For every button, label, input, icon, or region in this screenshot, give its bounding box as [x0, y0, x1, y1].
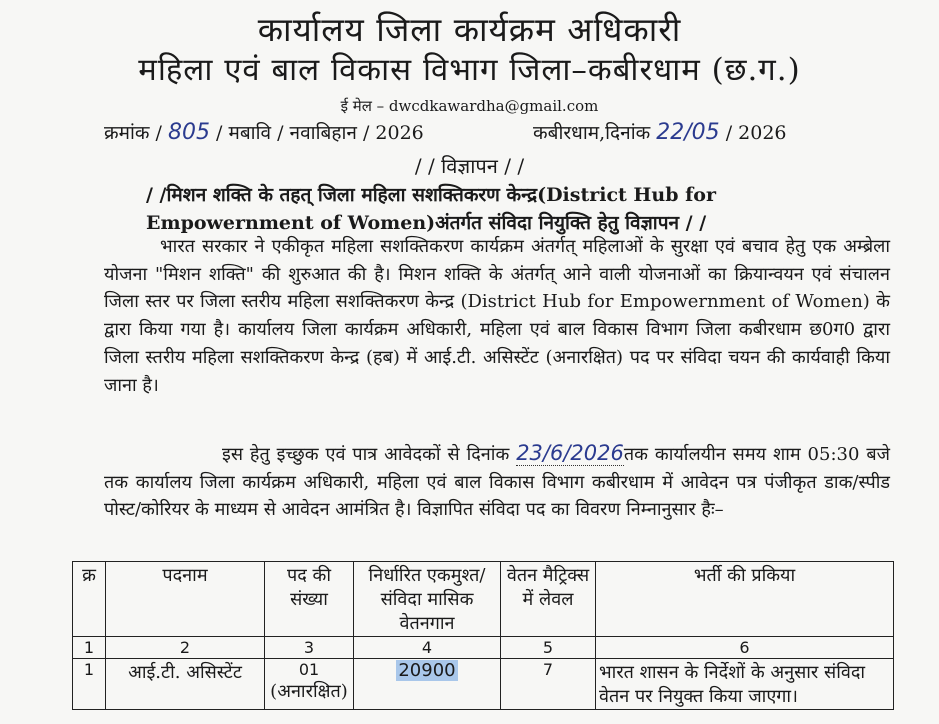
col-count-header: पद की संख्या: [265, 562, 354, 637]
email-line: ई मेल – dwcdkawardha@gmail.com: [340, 97, 599, 115]
reference-number: [104, 119, 424, 145]
issue-date: 22/05: [656, 120, 720, 145]
index-cell: 2: [106, 637, 265, 659]
department-title: महिला एवं बाल विकास विभाग जिला–कबीरधाम (छ.ग.): [138, 52, 801, 88]
post-cell: आई.टी. असिस्टेंट: [106, 659, 265, 710]
col-process-header: भर्ती की प्रकिया: [596, 562, 894, 637]
ref-suffix: / मबावि / नवाबिहान / 2026: [216, 122, 424, 144]
col-salary-header: निर्धारित एकमुश्त/संविदा मासिक वेतनगान: [354, 562, 501, 637]
office-title: कार्यालय जिला कार्यक्रम अधिकारी: [257, 10, 682, 49]
invitation-text-after: तक कार्यालयीन समय शाम 05:30 बजे तक कार्यालय जिला कार्यक्रम अधिकारी, महिला एवं बाल विकास विभाग कबीरधाम में आवेदन पत्र पंजीकृत डाक/स्पीड पोस्ट/कोरियर के माध्यम से आवेदन आमंत्रित है। विज्ञापित संविदा पद का विवरण निम्नानुसार हैः–: [104, 444, 890, 521]
salary-value: 20900: [398, 660, 456, 681]
invitation-text-before: इस हेतु इच्छुक एवं पात्र आवेदकों से दिनांक: [222, 444, 510, 465]
index-cell: 5: [501, 637, 596, 659]
issue-year: / 2026: [725, 122, 787, 144]
table-header-row: [73, 562, 894, 637]
reference-date: [533, 119, 787, 145]
count-cell: [265, 659, 354, 710]
last-date: 23/6/2026: [516, 441, 624, 465]
paragraph-intro: भारत सरकार ने एकीकृत महिला सशक्तिकरण कार्यक्रम अंतर्गत् महिलाओं के सुरक्षा एवं बचाव हेतु एक अम्ब्रेला योजना "मिशन शक्ति" की शुरुआत की है। मिशन शक्ति के अंतर्गत् आने वाली योजनाओं का क्रियान्वयन एवं संचालन जिला स्तर पर जिला स्तरीय महिला सशक्तिकरण केन्द्र (District Hub for Empowernment of Women) के द्वारा किया गया है। कार्यालय जिला कार्यक्रम अधिकारी, महिला एवं बाल विकास विभाग जिला कबीरधाम छ0ग0 द्वारा जिला स्तरीय महिला सशक्तिकरण केन्द्र (हब) में आई.टी. असिस्टेंट (अनारक्षित) पद पर संविदा चयन की कार्यवाही किया जाना है।: [104, 236, 890, 396]
index-cell: 3: [265, 637, 354, 659]
paragraph-invitation: [104, 440, 890, 524]
count-value: 01: [298, 660, 320, 679]
ref-number: 805: [167, 120, 210, 145]
post-details-table: [72, 561, 894, 710]
col-serial-header: क्र: [73, 562, 106, 637]
process-cell: भारत शासन के निर्देशों के अनुसार संविदा वेतन पर नियुक्त किया जाएगा।: [596, 659, 894, 710]
salary-cell: [354, 659, 501, 710]
serial-cell: 1: [73, 659, 106, 710]
index-cell: 6: [596, 637, 894, 659]
index-cell: 4: [354, 637, 501, 659]
table-row: [73, 659, 894, 710]
ref-prefix: क्रमांक /: [104, 122, 162, 144]
table-index-row: [73, 637, 894, 659]
col-level-header: वेतन मैट्रिक्स में लेवल: [501, 562, 596, 637]
place-date-label: कबीरधाम,दिनांक: [533, 122, 651, 144]
level-cell: 7: [501, 659, 596, 710]
subject-line: / /मिशन शक्ति के तहत् जिला महिला सशक्तिकरण केन्द्र(District Hub for Empowernment of Women)अंतर्गत संविदा नियुक्ति हेतु विज्ञापन / /: [146, 184, 716, 234]
category-value: (अनारक्षित): [270, 681, 348, 702]
col-post-header: पदनाम: [106, 562, 265, 637]
notice-heading: / / विज्ञापन / /: [414, 154, 525, 178]
index-cell: 1: [73, 637, 106, 659]
